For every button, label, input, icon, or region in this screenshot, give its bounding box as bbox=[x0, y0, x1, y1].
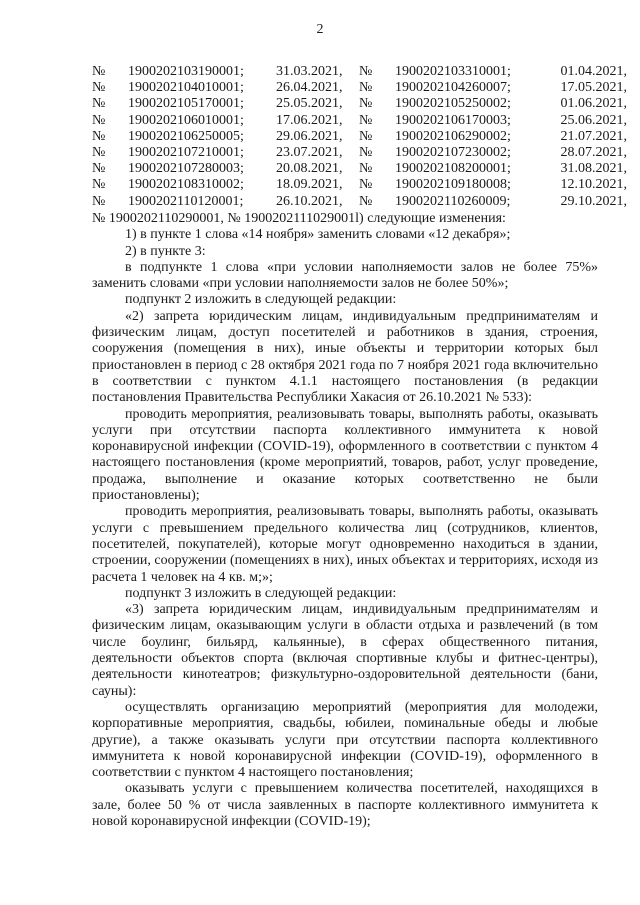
document-body bbox=[92, 211, 598, 830]
number-sign: № bbox=[359, 96, 373, 112]
registry-number: 1900202108310002; bbox=[128, 177, 244, 193]
paragraph: № 1900202110290001, № 1900202111029001l) следующие изменения: bbox=[92, 211, 506, 226]
registry-number: 1900202103310001; bbox=[395, 64, 511, 79]
number-sign: № bbox=[359, 177, 373, 193]
paragraph: «2) запрета юридическим лицам, индивидуальным предпринимателям и физическим лицам, доступ посетителей и работников в здания, строения, сооружения (помещения в них), иные объекты и территории которых был приостановлен в период с 28 октября 2021 года по 7 ноября 2021 года включительно в соответствии с пунктом 4.1.1 настоящего постановления (в редакции постановления Правительства Республики Хакасия от 26.10.2021 № 533): bbox=[92, 308, 598, 406]
registry-number: 1900202110260009; bbox=[395, 193, 511, 209]
registry-number: 1900202103190001; bbox=[128, 64, 244, 79]
number-sign: № bbox=[359, 161, 373, 177]
registry-number: 1900202110120001; bbox=[128, 193, 244, 209]
number-sign: № bbox=[92, 112, 106, 128]
registry-date: 17.06.2021, bbox=[276, 112, 343, 128]
registry-row bbox=[92, 161, 627, 177]
number-sign: № bbox=[92, 128, 106, 144]
number-sign: № bbox=[359, 145, 373, 161]
number-sign: № bbox=[92, 193, 106, 209]
paragraph: 2) в пункте 3: bbox=[125, 243, 206, 259]
registry-date: 29.06.2021, bbox=[276, 128, 343, 144]
paragraph: в подпункте 1 слова «при условии наполняемости залов не более 75%» заменить словами «при условии наполняемости залов не более 50%»; bbox=[92, 259, 598, 292]
paragraph: подпункт 2 изложить в следующей редакции: bbox=[125, 292, 397, 308]
registry-number: 1900202104260007; bbox=[395, 80, 511, 96]
registry-number: 1900202106170003; bbox=[395, 112, 511, 128]
number-sign: № bbox=[359, 112, 373, 128]
registry-table bbox=[92, 64, 627, 210]
registry-date: 01.04.2021, bbox=[560, 64, 627, 79]
registry-date: 17.05.2021, bbox=[560, 80, 627, 96]
paragraph: проводить мероприятия, реализовывать товары, выполнять работы, оказывать услуги с превышением предельного количества лиц (сотрудников, клиентов, посетителей, покупателей), которые могут одновременно находиться в здании, строении, сооружении (помещениях в них), иных объектах и территориях, исходя из расчета 1 человек на 4 кв. м;»; bbox=[92, 504, 598, 585]
number-sign: № bbox=[92, 161, 106, 177]
paragraph: проводить мероприятия, реализовывать товары, выполнять работы, оказывать услуги при отсутствии паспорта коллективного иммунитета к новой коронавирусной инфекции (COVID-19), оформленного в соответствии с пунктом 4 настоящего постановления (кроме мероприятий, товаров, работ, услуг проведение, продажа, выполнение и оказание которых соответственно не были приостановлены); bbox=[92, 406, 598, 504]
registry-row bbox=[92, 177, 627, 193]
registry-number: 1900202105170001; bbox=[128, 96, 244, 112]
registry-number: 1900202108200001; bbox=[395, 161, 511, 177]
registry-number: 1900202107280003; bbox=[128, 161, 244, 177]
number-sign: № bbox=[92, 145, 106, 161]
registry-row bbox=[92, 194, 627, 210]
registry-row bbox=[92, 113, 627, 129]
registry-date: 20.08.2021, bbox=[276, 161, 343, 177]
number-sign: № bbox=[359, 64, 373, 79]
registry-date: 26.04.2021, bbox=[276, 80, 343, 96]
registry-number: 1900202107210001; bbox=[128, 145, 244, 161]
registry-number: 1900202107230002; bbox=[395, 145, 511, 161]
registry-date: 26.10.2021, bbox=[276, 193, 343, 209]
paragraph: «3) запрета юридическим лицам, индивидуальным предпринимателям и физическим лицам, оказывающим услуги в области отдыха и развлечений (в том числе боулинг, бильярд, кальянные), в сферах общественного питания, деятельности объектов спорта (включая спортивные клубы и фитнес-центры), деятельности кинотеатров; физкультурно-оздоровительной деятельности (бани, сауны): bbox=[92, 602, 598, 699]
paragraph: 1) в пункте 1 слова «14 ноября» заменить словами «12 декабря»; bbox=[125, 227, 511, 243]
number-sign: № bbox=[359, 80, 373, 96]
registry-date: 28.07.2021, bbox=[560, 145, 627, 161]
registry-number: 1900202109180008; bbox=[395, 177, 511, 193]
number-sign: № bbox=[92, 177, 106, 193]
registry-date: 25.06.2021, bbox=[560, 112, 627, 128]
number-sign: № bbox=[359, 128, 373, 144]
registry-date: 12.10.2021, bbox=[560, 177, 627, 193]
registry-number: 1900202106290002; bbox=[395, 128, 511, 144]
paragraph: оказывать услуги с превышением количества посетителей, находящихся в зале, более 50 % от числа заявленных в паспорте коллективного иммунитета к новой коронавирусной инфекции (COVID-19); bbox=[92, 781, 598, 829]
registry-number: 1900202106250005; bbox=[128, 128, 244, 144]
paragraph: осуществлять организацию мероприятий (мероприятия для молодежи, корпоративные мероприятия, свадьбы, юбилеи, поминальные обеды и любые другие), а также оказывать услуги при отсутствии паспорта коллективного иммунитета к новой коронавирусной инфекции (COVID-19), оформленного в соответствии с пунктом 4 настоящего постановления; bbox=[92, 699, 598, 781]
page-number: 2 bbox=[316, 22, 324, 37]
registry-number: 1900202104010001; bbox=[128, 80, 244, 96]
registry-row bbox=[92, 96, 627, 112]
registry-date: 01.06.2021, bbox=[560, 96, 627, 112]
registry-date: 31.08.2021, bbox=[560, 161, 627, 177]
number-sign: № bbox=[92, 80, 106, 96]
registry-row bbox=[92, 129, 627, 145]
registry-date: 29.10.2021, bbox=[560, 193, 627, 209]
registry-row bbox=[92, 80, 627, 96]
registry-row bbox=[92, 145, 627, 161]
registry-date: 25.05.2021, bbox=[276, 96, 343, 112]
registry-number: 1900202105250002; bbox=[395, 96, 511, 112]
number-sign: № bbox=[92, 64, 106, 79]
registry-row bbox=[92, 64, 627, 80]
registry-date: 21.07.2021, bbox=[560, 128, 627, 144]
registry-date: 18.09.2021, bbox=[276, 177, 343, 193]
registry-date: 23.07.2021, bbox=[276, 145, 343, 161]
number-sign: № bbox=[359, 193, 373, 209]
registry-date: 31.03.2021, bbox=[276, 64, 343, 79]
registry-number: 1900202106010001; bbox=[128, 112, 244, 128]
number-sign: № bbox=[92, 96, 106, 112]
paragraph: подпункт 3 изложить в следующей редакции: bbox=[125, 585, 397, 601]
